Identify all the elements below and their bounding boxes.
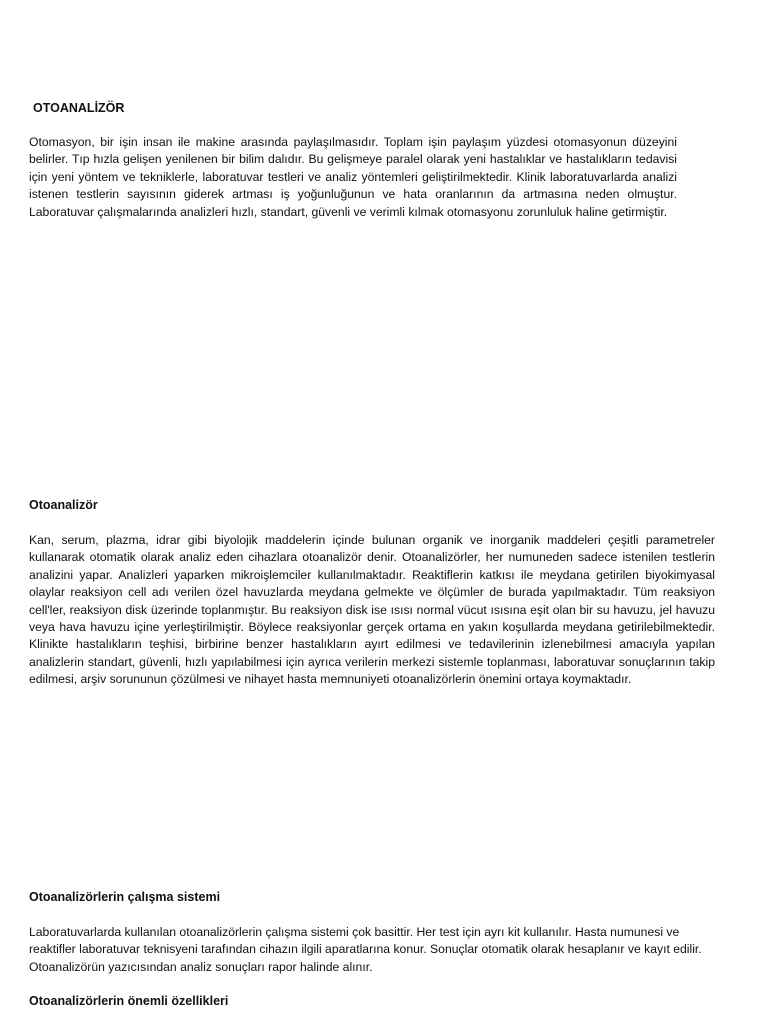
section-paragraph-otoanalizor-definition: Kan, serum, plazma, idrar gibi biyolojik maddelerin içinde bulunan organik ve inorganik maddeleri çeşitli parametreler kullanarak otomatik olarak analiz eden cihazlara otoanalizör denir. Otoanalizörler, her numuneden sadece istenilen testlerin analizini yapar. Analizleri yaparken mikroişlemciler kullanılmaktadır. Reaktiflerin katkısı ile meydana getirilen biyokimyasal olaylar reaksiyon cell adı verilen özel havuzlarda meydana gelmekte ve ölçümler de burada yapılmaktadır. Tüm reaksiyon cell'ler, reaksiyon disk üzerinde toplanmıştır. Bu reaksiyon disk ise ısısı normal vücut ısısına eşit olan bir su havuzu, jel havuzu veya hava havuzu içine yerleştirilmiştir. Böylece reaksiyonlar gerçek ortama en yakın koşullarda meydana getirilebilmektedir. Klinikte hastalıkların teşhisi, birbirine benzer hastalıkların ayırt edilmesi ve tedavilerinin izlenebilmesi amacıyla yapılan analizlerin standart, güvenli, hızlı yapılabilmesi için ayrıca verilerin merkezi sistemle toplanması, laboratuvar sonuçlarının takip edilmesi, arşiv sorununun çözülmesi ve nihayet hasta memnuniyeti otoanalizörlerin önemini ortaya koymaktadır. [29,533,715,687]
section-paragraph-calisma-sistemi: Laboratuvarlarda kullanılan otoanalizörlerin çalışma sistemi çok basittir. Her test için ayrı kit kullanılır. Hasta numunesi ve reaktifler laboratuvar teknisyeni tarafından cihazın ilgili aparatlarına konur. Sonuçlar otomatik olarak hesaplanır ve kayıt edilir. Otoanalizörün yazıcısından analiz sonuçları rapor halinde alınır. [29,925,702,974]
section-heading-onemli-ozellikler: Otoanalizörlerin önemli özellikleri [29,994,229,1008]
section-heading-calisma-sistemi: Otoanalizörlerin çalışma sistemi [29,890,221,904]
section-heading-otoanalizor-caps: OTOANALİZÖR [33,101,125,115]
section-paragraph-otomasyon: Otomasyon, bir işin insan ile makine arasında paylaşılmasıdır. Toplam işin paylaşım yüzdesi otomasyonun düzeyini belirler. Tıp hızla gelişen yenilenen bir bilim dalıdır. Bu gelişmeye paralel olarak yeni hastalıklar ve hastalıkların tedavisi için yeni yöntem ve tekniklerle, laboratuvar testleri ve analiz yöntemleri geliştirilmektedir. Klinik laboratuvarlarda analizi istenen testlerin sayısının giderek artması iş yoğunluğunun ve hata oranlarının da artmasına neden olmuştur. Laboratuvar çalışmalarında analizleri hızlı, standart, güvenli ve verimli kılmak otomasyonu zorunluluk haline getirmiştir. [29,135,677,219]
section-heading-otoanalizor: Otoanalizör [29,498,98,512]
